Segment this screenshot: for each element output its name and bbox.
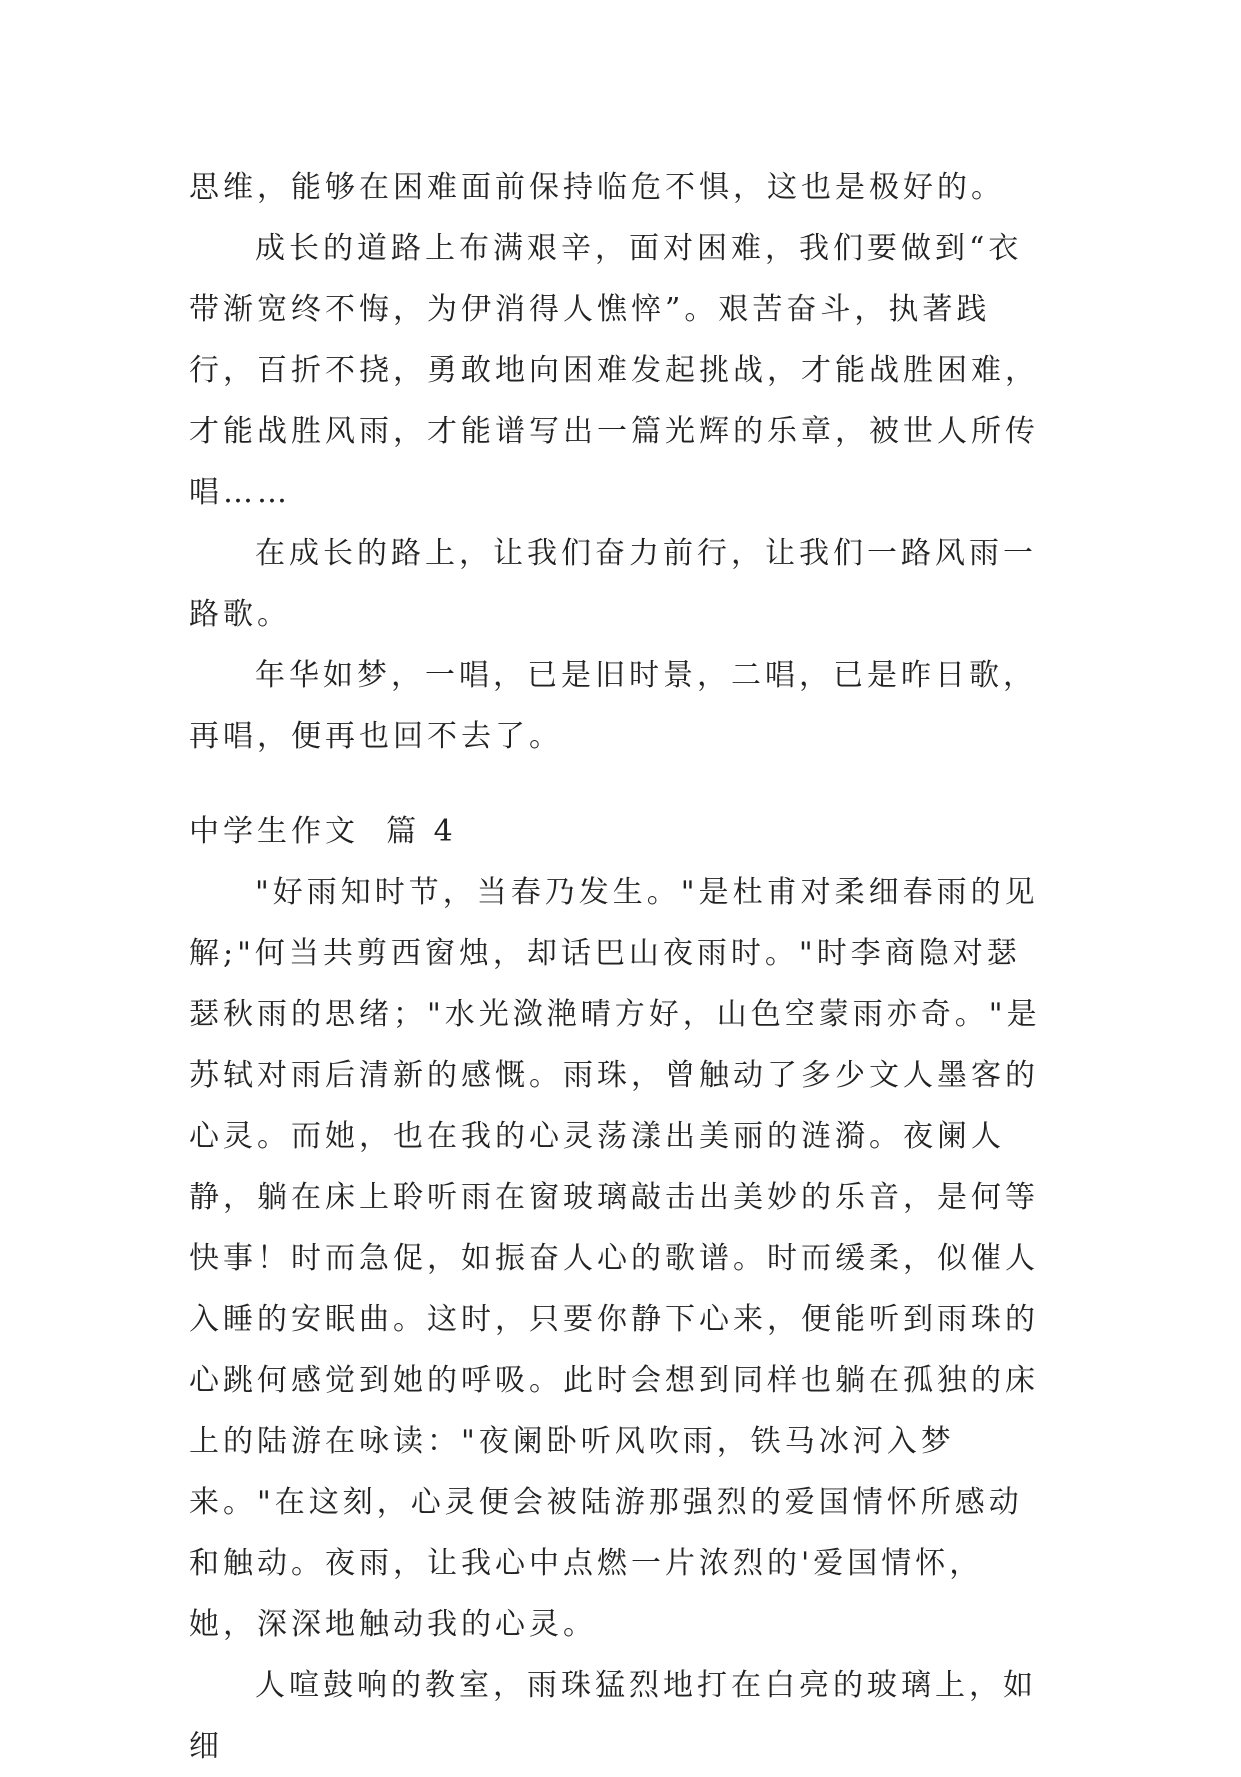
- paragraph: 年华如梦，一唱，已是旧时景，二唱，已是昨日歌，再唱，便再也回不去了。: [189, 658, 1037, 754]
- document-body: [189, 157, 1049, 1777]
- paragraph-continuation: 思维，能够在困难面前保持临危不惧，这也是极好的。: [189, 170, 1005, 205]
- section-heading: 中学生作文 篇 4: [189, 814, 457, 849]
- paragraph: 在成长的路上，让我们奋力前行，让我们一路风雨一路歌。: [189, 536, 1037, 632]
- paragraph: 人喧鼓响的教室，雨珠猛烈地打在白亮的玻璃上，如细: [189, 1668, 1037, 1764]
- paragraph: 成长的道路上布满艰辛，面对困难，我们要做到“衣带渐宽终不悔，为伊消得人憔悴”。艰苦奋斗，执著践行，百折不挠，勇敢地向困难发起挑战，才能战胜困难，才能战胜风雨，才能谱写出一篇光辉的乐章，被世人所传唱……: [189, 231, 1039, 510]
- paragraph: "好雨知时节，当春乃发生。"是杜甫对柔细春雨的见解;"何当共剪西窗烛，却话巴山夜雨时。"时李商隐对瑟瑟秋雨的思绪；"水光潋滟晴方好，山色空蒙雨亦奇。"是苏轼对雨后清新的感慨。雨珠，曾触动了多少文人墨客的心灵。而她，也在我的心灵荡漾出美丽的涟漪。夜阑人静，躺在床上聆听雨在窗玻璃敲击出美妙的乐音，是何等快事！时而急促，如振奋人心的歌谱。时而缓柔，似催人入睡的安眠曲。这时，只要你静下心来，便能听到雨珠的心跳何感觉到她的呼吸。此时会想到同样也躺在孤独的床上的陆游在咏读："夜阑卧听风吹雨，铁马冰河入梦来。"在这刻，心灵便会被陆游那强烈的爱国情怀所感动和触动。夜雨，让我心中点燃一片浓烈的'爱国情怀，她，深深地触动我的心灵。: [189, 875, 1041, 1642]
